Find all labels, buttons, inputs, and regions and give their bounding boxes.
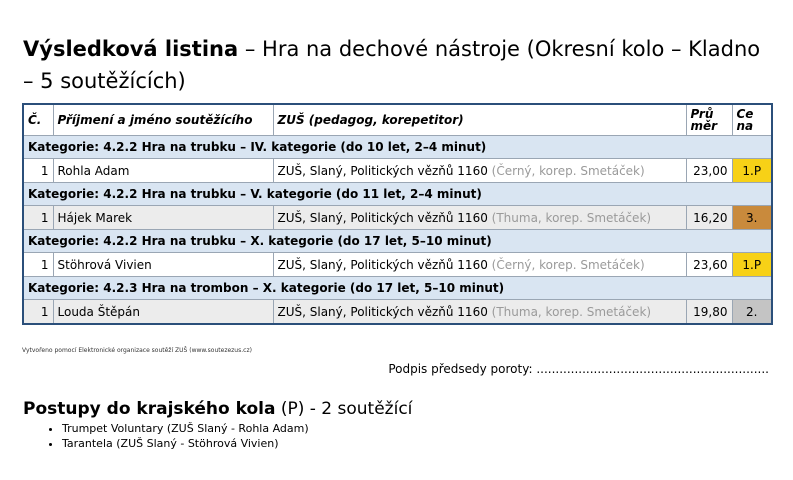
average-score: 23,60	[686, 253, 732, 277]
teacher-names: (Černý, korep. Smetáček)	[487, 163, 645, 178]
average-score: 23,00	[686, 159, 732, 183]
advancement-list	[42, 421, 309, 451]
category-label: Kategorie: 4.2.3 Hra na trombon – X. kategorie (do 17 let, 5–10 minut)	[23, 277, 772, 300]
category-label: Kategorie: 4.2.2 Hra na trubku – IV. kategorie (do 10 let, 2–4 minut)	[23, 136, 772, 159]
row-number: 1	[23, 253, 53, 277]
list-item: • Trumpet Voluntary (ZUŠ Slaný - Rohla Adam)	[62, 421, 309, 436]
average-score: 19,80	[686, 300, 732, 325]
school-cell	[273, 253, 686, 277]
table-row	[23, 206, 772, 230]
category-label: Kategorie: 4.2.2 Hra na trubku – X. kategorie (do 17 let, 5–10 minut)	[23, 230, 772, 253]
category-label: Kategorie: 4.2.2 Hra na trubku – V. kategorie (do 11 let, 2–4 minut)	[23, 183, 772, 206]
row-number: 1	[23, 300, 53, 325]
teacher-names: (Thuma, korep. Smetáček)	[487, 304, 652, 319]
school-cell	[273, 159, 686, 183]
header-place: Ce na	[732, 104, 772, 136]
school-cell	[273, 300, 686, 325]
title-bold: Výsledková listina	[23, 37, 239, 61]
school-name: ZUŠ, Slaný, Politických vězňů 1160	[277, 257, 488, 272]
header-name: Příjmení a jméno soutěžícího	[53, 104, 273, 136]
category-row	[23, 136, 772, 159]
table-row	[23, 253, 772, 277]
results-body	[23, 136, 772, 325]
advancement-title	[23, 399, 412, 419]
advancement-title-bold: Postupy do krajského kola	[23, 399, 276, 419]
results-table	[22, 103, 773, 325]
row-number: 1	[23, 159, 53, 183]
table-row	[23, 159, 772, 183]
table-row	[23, 300, 772, 325]
list-item: • Tarantela (ZUŠ Slaný - Stöhrová Vivien)	[62, 436, 309, 451]
category-row	[23, 183, 772, 206]
place-badge: 3.	[732, 206, 772, 230]
school-name: ZUŠ, Slaný, Politických vězňů 1160	[277, 210, 488, 225]
header-school: ZUŠ (pedagog, korepetitor)	[273, 104, 686, 136]
contestant-name: Louda Štěpán	[53, 300, 273, 325]
place-badge: 2.	[732, 300, 772, 325]
contestant-name: Rohla Adam	[53, 159, 273, 183]
jury-signature-line: Podpis předsedy poroty: .............................................................	[388, 362, 769, 376]
place-badge: 1.P	[732, 159, 772, 183]
place-badge: 1.P	[732, 253, 772, 277]
school-name: ZUŠ, Slaný, Politických vězňů 1160	[277, 304, 488, 319]
category-row	[23, 277, 772, 300]
table-header-row	[23, 104, 772, 136]
contestant-name: Stöhrová Vivien	[53, 253, 273, 277]
teacher-names: (Černý, korep. Smetáček)	[487, 257, 645, 272]
title-subtitle: – Hra na dechové nástroje (Okresní kolo – Kladno – 5 soutěžících)	[23, 37, 761, 93]
page-title	[23, 33, 773, 97]
credit-note: Vytvořeno pomocí Elektronické organizace soutěží ZUŠ (www.soutezezus.cz)	[22, 347, 252, 354]
school-name: ZUŠ, Slaný, Politických vězňů 1160	[277, 163, 488, 178]
school-cell	[273, 206, 686, 230]
teacher-names: (Thuma, korep. Smetáček)	[487, 210, 652, 225]
header-average: Prů měr	[686, 104, 732, 136]
category-row	[23, 230, 772, 253]
header-number: Č.	[23, 104, 53, 136]
average-score: 16,20	[686, 206, 732, 230]
advancement-count: (P) - 2 soutěžící	[275, 399, 413, 419]
row-number: 1	[23, 206, 53, 230]
contestant-name: Hájek Marek	[53, 206, 273, 230]
